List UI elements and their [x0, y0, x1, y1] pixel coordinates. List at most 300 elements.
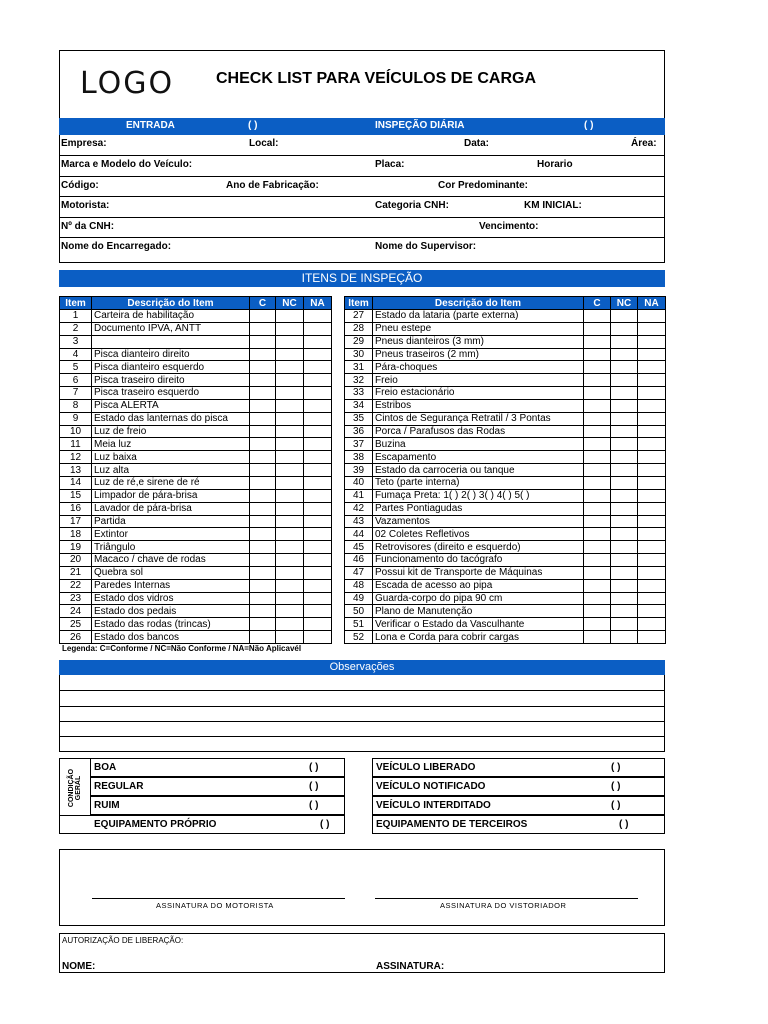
check-cell-na[interactable]: [638, 425, 666, 438]
check-cell-c[interactable]: [584, 554, 611, 567]
signature-box: [59, 849, 665, 926]
check-cell-nc[interactable]: [611, 335, 638, 348]
table-row: [60, 476, 332, 489]
check-cell-nc[interactable]: [611, 579, 638, 592]
check-cell-c[interactable]: [584, 399, 611, 412]
check-cell-c[interactable]: [584, 631, 611, 644]
check-cell-na[interactable]: [304, 322, 332, 335]
check-cell-c[interactable]: [250, 631, 276, 644]
check-cell-na[interactable]: [638, 412, 666, 425]
item-description: 02 Coletes Refletivos: [373, 528, 584, 541]
check-cell-nc[interactable]: [276, 605, 304, 618]
motorista-field[interactable]: Motorista:: [61, 200, 110, 211]
item-number: 40: [345, 476, 373, 489]
check-cell-na[interactable]: [304, 541, 332, 554]
equip-terceiros-checkbox[interactable]: ( ): [619, 819, 629, 830]
entrada-label: ENTRADA: [126, 120, 175, 131]
check-cell-na[interactable]: [638, 348, 666, 361]
check-cell-nc[interactable]: [611, 425, 638, 438]
km-field[interactable]: KM INICIAL:: [524, 200, 582, 211]
table-row: [345, 348, 666, 361]
check-cell-c[interactable]: [250, 348, 276, 361]
item-description: Buzina: [373, 438, 584, 451]
table-row: [60, 374, 332, 387]
check-cell-nc[interactable]: [611, 438, 638, 451]
check-cell-c[interactable]: [250, 451, 276, 464]
items-table-left: [59, 296, 332, 644]
check-cell-na[interactable]: [304, 489, 332, 502]
check-cell-nc[interactable]: [611, 412, 638, 425]
liberado-checkbox[interactable]: ( ): [611, 762, 621, 773]
area-field[interactable]: Área:: [631, 138, 657, 149]
check-cell-c[interactable]: [584, 335, 611, 348]
check-cell-na[interactable]: [638, 374, 666, 387]
check-cell-c[interactable]: [584, 476, 611, 489]
veiculo-interditado[interactable]: VEÍCULO INTERDITADO ( ): [372, 796, 665, 815]
check-cell-c[interactable]: [250, 502, 276, 515]
check-cell-nc[interactable]: [276, 618, 304, 631]
observacoes-area[interactable]: [59, 675, 665, 752]
item-number: 8: [60, 399, 92, 412]
table-row: [60, 489, 332, 502]
check-cell-nc[interactable]: [276, 399, 304, 412]
check-cell-c[interactable]: [250, 310, 276, 323]
placa-field[interactable]: Placa:: [375, 159, 405, 170]
check-cell-c[interactable]: [584, 605, 611, 618]
check-cell-nc[interactable]: [276, 335, 304, 348]
check-cell-na[interactable]: [638, 528, 666, 541]
check-cell-na[interactable]: [638, 605, 666, 618]
entrada-bar: [59, 118, 665, 135]
check-cell-c[interactable]: [250, 425, 276, 438]
item-description: Luz de ré,e sirene de ré: [92, 476, 250, 489]
check-cell-na[interactable]: [304, 618, 332, 631]
check-cell-na[interactable]: [638, 335, 666, 348]
codigo-field[interactable]: Código:: [61, 180, 99, 191]
item-description: Luz de freio: [92, 425, 250, 438]
check-cell-nc[interactable]: [611, 387, 638, 400]
item-description: Quebra sol: [92, 566, 250, 579]
obs-line: [60, 721, 664, 722]
check-cell-nc[interactable]: [611, 541, 638, 554]
table-row: [345, 310, 666, 323]
check-cell-na[interactable]: [638, 631, 666, 644]
signature-line-vistoriador[interactable]: [375, 898, 638, 899]
check-cell-c[interactable]: [584, 387, 611, 400]
table-row: [345, 412, 666, 425]
signature-line-motorista[interactable]: [92, 898, 345, 899]
check-cell-na[interactable]: [638, 438, 666, 451]
table-row: [345, 451, 666, 464]
check-cell-c[interactable]: [584, 348, 611, 361]
item-number: 28: [345, 322, 373, 335]
item-number: 34: [345, 399, 373, 412]
veiculo-notificado[interactable]: VEÍCULO NOTIFICADO ( ): [372, 777, 665, 796]
table-row: [60, 631, 332, 644]
cond-regular[interactable]: REGULAR ( ): [90, 777, 345, 796]
check-cell-nc[interactable]: [276, 412, 304, 425]
item-number: 31: [345, 361, 373, 374]
check-cell-na[interactable]: [638, 322, 666, 335]
obs-line: [60, 706, 664, 707]
item-description: Lona e Corda para cobrir cargas: [373, 631, 584, 644]
form-title: CHECK LIST PARA VEÍCULOS DE CARGA: [216, 70, 537, 87]
check-cell-nc[interactable]: [611, 592, 638, 605]
check-cell-c[interactable]: [250, 476, 276, 489]
check-cell-na[interactable]: [304, 515, 332, 528]
check-cell-c[interactable]: [250, 515, 276, 528]
check-cell-na[interactable]: [304, 605, 332, 618]
info-row-empresa: [59, 135, 665, 156]
check-cell-nc[interactable]: [611, 399, 638, 412]
check-cell-nc[interactable]: [611, 566, 638, 579]
item-description: Lavador de pára-brisa: [92, 502, 250, 515]
check-cell-na[interactable]: [304, 412, 332, 425]
item-description: Pára-choques: [373, 361, 584, 374]
check-cell-na[interactable]: [304, 502, 332, 515]
check-cell-nc[interactable]: [276, 554, 304, 567]
check-cell-na[interactable]: [638, 554, 666, 567]
item-description: Partes Pontiagudas: [373, 502, 584, 515]
check-cell-nc[interactable]: [276, 579, 304, 592]
item-description: Carteira de habilitação: [92, 310, 250, 323]
check-cell-na[interactable]: [304, 528, 332, 541]
inspecao-checkbox[interactable]: ( ): [584, 120, 594, 131]
check-cell-na[interactable]: [304, 592, 332, 605]
item-description: Possui kit de Transporte de Máquinas: [373, 566, 584, 579]
check-cell-nc[interactable]: [611, 489, 638, 502]
item-number: 44: [345, 528, 373, 541]
empresa-field[interactable]: Empresa:: [61, 138, 107, 149]
table-row: [345, 438, 666, 451]
check-cell-c[interactable]: [584, 464, 611, 477]
item-number: 13: [60, 464, 92, 477]
check-cell-nc[interactable]: [276, 515, 304, 528]
check-cell-nc[interactable]: [611, 631, 638, 644]
item-number: 14: [60, 476, 92, 489]
check-cell-c[interactable]: [250, 335, 276, 348]
check-cell-c[interactable]: [250, 464, 276, 477]
observacoes-title: Observações: [59, 660, 665, 675]
cond-ruim[interactable]: RUIM ( ): [90, 796, 345, 815]
check-cell-c[interactable]: [584, 322, 611, 335]
check-cell-nc[interactable]: [611, 502, 638, 515]
check-cell-c[interactable]: [250, 438, 276, 451]
item-number: 45: [345, 541, 373, 554]
check-cell-nc[interactable]: [276, 438, 304, 451]
check-cell-nc[interactable]: [611, 618, 638, 631]
item-number: 24: [60, 605, 92, 618]
encarregado-field[interactable]: Nome do Encarregado:: [61, 241, 172, 252]
check-cell-na[interactable]: [638, 464, 666, 477]
check-cell-nc[interactable]: [276, 464, 304, 477]
check-cell-c[interactable]: [584, 528, 611, 541]
item-description: Fumaça Preta: 1( ) 2( ) 3( ) 4( ) 5( ): [373, 489, 584, 502]
check-cell-nc[interactable]: [611, 464, 638, 477]
check-cell-na[interactable]: [304, 631, 332, 644]
check-cell-nc[interactable]: [276, 566, 304, 579]
item-number: 49: [345, 592, 373, 605]
supervisor-field[interactable]: Nome do Supervisor:: [375, 241, 477, 252]
check-cell-c[interactable]: [584, 579, 611, 592]
col-desc: Descrição do Item: [92, 297, 250, 310]
check-cell-c[interactable]: [584, 566, 611, 579]
check-cell-nc[interactable]: [611, 322, 638, 335]
check-cell-c[interactable]: [250, 361, 276, 374]
table-row: [345, 515, 666, 528]
check-cell-nc[interactable]: [611, 310, 638, 323]
table-row: [60, 541, 332, 554]
check-cell-nc[interactable]: [276, 310, 304, 323]
table-row: [60, 412, 332, 425]
table-row: [60, 322, 332, 335]
cond-regular-checkbox[interactable]: ( ): [309, 781, 319, 792]
table-row: [60, 605, 332, 618]
check-cell-c[interactable]: [250, 399, 276, 412]
check-cell-na[interactable]: [638, 541, 666, 554]
table-row: [60, 592, 332, 605]
check-cell-nc[interactable]: [276, 592, 304, 605]
item-number: 51: [345, 618, 373, 631]
check-cell-na[interactable]: [638, 489, 666, 502]
table-row: [60, 425, 332, 438]
check-cell-na[interactable]: [638, 399, 666, 412]
col-na: NA: [638, 297, 666, 310]
categoria-field[interactable]: Categoria CNH:: [375, 200, 449, 211]
item-number: 42: [345, 502, 373, 515]
check-cell-c[interactable]: [584, 310, 611, 323]
check-cell-nc[interactable]: [276, 451, 304, 464]
item-description: Guarda-corpo do pipa 90 cm: [373, 592, 584, 605]
check-cell-nc[interactable]: [611, 476, 638, 489]
check-cell-c[interactable]: [250, 528, 276, 541]
table-row: [345, 605, 666, 618]
items-table-right: [344, 296, 666, 644]
item-description: Luz alta: [92, 464, 250, 477]
check-cell-c[interactable]: [250, 374, 276, 387]
item-number: 48: [345, 579, 373, 592]
check-cell-na[interactable]: [638, 387, 666, 400]
table-row: [345, 592, 666, 605]
check-cell-nc[interactable]: [276, 425, 304, 438]
check-cell-c[interactable]: [584, 438, 611, 451]
itens-title: ITENS DE INSPEÇÃO: [59, 270, 665, 287]
check-cell-na[interactable]: [638, 451, 666, 464]
table-row: [345, 374, 666, 387]
item-number: 11: [60, 438, 92, 451]
check-cell-c[interactable]: [250, 554, 276, 567]
item-description: Estribos: [373, 399, 584, 412]
item-number: 3: [60, 335, 92, 348]
item-description: Pneus dianteiros (3 mm): [373, 335, 584, 348]
check-cell-c[interactable]: [584, 541, 611, 554]
data-field[interactable]: Data:: [464, 138, 490, 149]
check-cell-nc[interactable]: [276, 476, 304, 489]
check-cell-na[interactable]: [638, 515, 666, 528]
check-cell-na[interactable]: [304, 579, 332, 592]
cnh-field[interactable]: Nº da CNH:: [61, 221, 115, 232]
check-cell-nc[interactable]: [276, 528, 304, 541]
col-c: C: [250, 297, 276, 310]
check-cell-nc[interactable]: [276, 361, 304, 374]
item-description: Estado dos pedais: [92, 605, 250, 618]
check-cell-c[interactable]: [584, 412, 611, 425]
cond-boa-checkbox[interactable]: ( ): [309, 762, 319, 773]
check-cell-nc[interactable]: [276, 502, 304, 515]
vencimento-field[interactable]: Vencimento:: [479, 221, 539, 232]
check-cell-na[interactable]: [304, 554, 332, 567]
check-cell-na[interactable]: [304, 425, 332, 438]
check-cell-c[interactable]: [250, 605, 276, 618]
veiculo-liberado[interactable]: VEÍCULO LIBERADO ( ): [372, 758, 665, 777]
item-description: Estado das lanternas do pisca: [92, 412, 250, 425]
nome-field[interactable]: NOME:: [62, 961, 96, 972]
check-cell-nc[interactable]: [276, 541, 304, 554]
check-cell-nc[interactable]: [276, 489, 304, 502]
check-cell-na[interactable]: [638, 361, 666, 374]
check-cell-c[interactable]: [250, 592, 276, 605]
item-number: 4: [60, 348, 92, 361]
equip-proprio-checkbox[interactable]: ( ): [320, 819, 330, 830]
item-description: Retrovisores (direito e esquerdo): [373, 541, 584, 554]
item-description: Estado dos bancos: [92, 631, 250, 644]
check-cell-na[interactable]: [638, 476, 666, 489]
item-description: Pisca traseiro direito: [92, 374, 250, 387]
obs-line: [60, 690, 664, 691]
item-description: Paredes Internas: [92, 579, 250, 592]
check-cell-c[interactable]: [584, 374, 611, 387]
check-cell-na[interactable]: [638, 618, 666, 631]
check-cell-nc[interactable]: [611, 348, 638, 361]
table-row: [60, 566, 332, 579]
item-description: Estado da lataria (parte externa): [373, 310, 584, 323]
item-description: Escada de acesso ao pipa: [373, 579, 584, 592]
check-cell-na[interactable]: [304, 566, 332, 579]
table-row: [60, 361, 332, 374]
check-cell-na[interactable]: [638, 566, 666, 579]
check-cell-c[interactable]: [584, 361, 611, 374]
check-cell-c[interactable]: [250, 566, 276, 579]
check-cell-nc[interactable]: [611, 374, 638, 387]
item-description: Pisca dianteiro esquerdo: [92, 361, 250, 374]
col-item: Item: [345, 297, 373, 310]
check-cell-nc[interactable]: [276, 322, 304, 335]
marca-field[interactable]: Marca e Modelo do Veículo:: [61, 159, 193, 170]
autorizacao-box: [59, 933, 665, 973]
check-cell-nc[interactable]: [611, 451, 638, 464]
check-cell-c[interactable]: [250, 412, 276, 425]
check-cell-nc[interactable]: [276, 387, 304, 400]
check-cell-nc[interactable]: [276, 631, 304, 644]
check-cell-nc[interactable]: [611, 528, 638, 541]
local-field[interactable]: Local:: [249, 138, 279, 149]
item-number: 23: [60, 592, 92, 605]
table-row: [345, 528, 666, 541]
interditado-checkbox[interactable]: ( ): [611, 800, 621, 811]
check-cell-nc[interactable]: [276, 374, 304, 387]
table-row: [345, 464, 666, 477]
check-cell-nc[interactable]: [276, 348, 304, 361]
entrada-checkbox[interactable]: ( ): [248, 120, 258, 131]
check-cell-c[interactable]: [584, 502, 611, 515]
check-cell-c[interactable]: [250, 322, 276, 335]
cond-ruim-checkbox[interactable]: ( ): [309, 800, 319, 811]
item-description: Macaco / chave de rodas: [92, 554, 250, 567]
check-cell-na[interactable]: [638, 592, 666, 605]
check-cell-na[interactable]: [304, 451, 332, 464]
check-cell-nc[interactable]: [611, 605, 638, 618]
check-cell-nc[interactable]: [611, 554, 638, 567]
cond-boa[interactable]: BOA ( ): [90, 758, 345, 777]
check-cell-na[interactable]: [304, 438, 332, 451]
check-cell-c[interactable]: [250, 541, 276, 554]
check-cell-c[interactable]: [250, 489, 276, 502]
check-cell-na[interactable]: [638, 310, 666, 323]
item-number: 25: [60, 618, 92, 631]
check-cell-c[interactable]: [584, 451, 611, 464]
check-cell-na[interactable]: [304, 399, 332, 412]
check-cell-na[interactable]: [304, 310, 332, 323]
check-cell-c[interactable]: [584, 618, 611, 631]
check-cell-na[interactable]: [304, 361, 332, 374]
check-cell-na[interactable]: [304, 374, 332, 387]
check-cell-c[interactable]: [584, 425, 611, 438]
check-cell-c[interactable]: [250, 618, 276, 631]
col-na: NA: [304, 297, 332, 310]
check-cell-c[interactable]: [250, 387, 276, 400]
check-cell-na[interactable]: [638, 579, 666, 592]
ano-field[interactable]: Ano de Fabricação:: [226, 180, 319, 191]
table-row: [345, 399, 666, 412]
item-description: Vazamentos: [373, 515, 584, 528]
check-cell-nc[interactable]: [611, 361, 638, 374]
equip-terceiros[interactable]: EQUIPAMENTO DE TERCEIROS ( ): [372, 815, 665, 834]
item-number: 27: [345, 310, 373, 323]
check-cell-na[interactable]: [304, 335, 332, 348]
item-description: Porca / Parafusos das Rodas: [373, 425, 584, 438]
check-cell-c[interactable]: [250, 579, 276, 592]
item-number: 1: [60, 310, 92, 323]
item-number: 52: [345, 631, 373, 644]
signature-label-motorista: ASSINATURA DO MOTORISTA: [156, 901, 274, 910]
item-description: Teto (parte interna): [373, 476, 584, 489]
item-description: Freio: [373, 374, 584, 387]
check-cell-nc[interactable]: [611, 515, 638, 528]
cor-field[interactable]: Cor Predominante:: [438, 180, 529, 191]
item-description: Verificar o Estado da Vasculhante: [373, 618, 584, 631]
table-row: [345, 361, 666, 374]
item-number: 5: [60, 361, 92, 374]
notificado-checkbox[interactable]: ( ): [611, 781, 621, 792]
check-cell-na[interactable]: [638, 502, 666, 515]
check-cell-c[interactable]: [584, 592, 611, 605]
check-cell-na[interactable]: [304, 348, 332, 361]
table-row: [60, 554, 332, 567]
item-number: 10: [60, 425, 92, 438]
check-cell-c[interactable]: [584, 515, 611, 528]
assinatura-field[interactable]: ASSINATURA:: [376, 961, 445, 972]
equip-proprio[interactable]: EQUIPAMENTO PRÓPRIO ( ): [59, 815, 345, 834]
table-row: [60, 310, 332, 323]
check-cell-na[interactable]: [304, 387, 332, 400]
check-cell-c[interactable]: [584, 489, 611, 502]
check-cell-na[interactable]: [304, 464, 332, 477]
check-cell-na[interactable]: [304, 476, 332, 489]
item-number: 47: [345, 566, 373, 579]
table-row: [345, 387, 666, 400]
item-number: 39: [345, 464, 373, 477]
horario-field[interactable]: Horario: [537, 159, 573, 170]
